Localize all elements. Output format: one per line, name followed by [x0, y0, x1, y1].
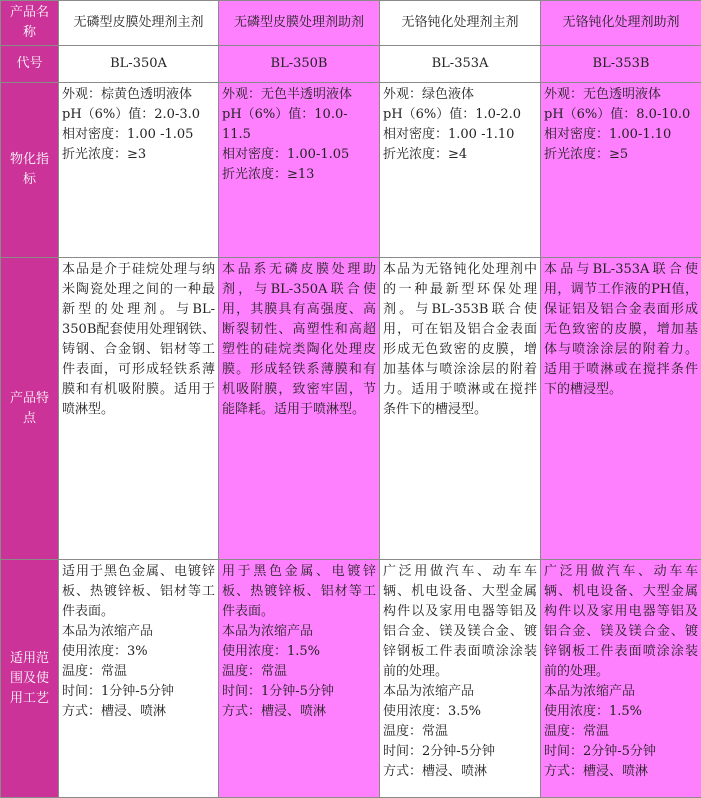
- property-line: 相对密度：1.00-1.10: [544, 127, 672, 142]
- code-350b: BL-350B: [219, 46, 380, 83]
- usage-353a: [380, 560, 541, 798]
- usage-scope: 广泛用做汽车、动车车辆、机电设备、大型金属构件以及家用电器等铝及铝合金、镁及镁合金、镀锌钢板工件表面喷涂涂装前的处理。: [544, 564, 698, 679]
- product-name-label: 产品名称: [1, 1, 59, 46]
- property-line: 折光浓度：≥4: [383, 147, 468, 162]
- usage-353b: [541, 560, 701, 798]
- usage-line: 本品为浓缩产品: [222, 624, 314, 639]
- property-line: 折光浓度：≥3: [62, 147, 147, 162]
- features-350b: 本品系无磷皮膜处理助剂，与BL-350A联合使用，其膜具有高强度、高断裂韧性、高塑性和高超塑性的硅烷类陶化处理皮膜。形成轻铁系薄膜和有机吸附膜，致密牢固，节能降耗。适用于喷淋型。: [219, 258, 380, 560]
- property-line: pH（6%）值：1.0-2.0: [383, 107, 522, 122]
- property-line: pH（6%）值：10.0-11.5: [222, 107, 348, 142]
- property-line: 相对密度：1.00-1.05: [222, 147, 350, 162]
- property-line: 相对密度：1.00 -1.10: [383, 127, 515, 142]
- properties-label: 物化指标: [1, 83, 59, 258]
- usage-line: 时间：1分钟-5分钟: [222, 684, 334, 699]
- usage-line: 时间：2分钟-5分钟: [544, 744, 656, 759]
- property-line: 外观：棕黄色透明液体: [62, 87, 193, 102]
- properties-350b: [219, 83, 380, 258]
- usage-line: 方式：槽浸、喷淋: [222, 704, 327, 719]
- usage-row: [1, 560, 701, 798]
- properties-350a: [59, 83, 219, 258]
- features-row: [1, 258, 701, 560]
- properties-353b: [541, 83, 701, 258]
- code-row: [1, 46, 701, 83]
- features-350a: 本品是介于硅烷处理与纳米陶瓷处理之间的一种最新型的处理剂。与BL-350B配套使用处理钢铁、铸钢、合金钢、铝材等工件表面，可形成轻铁系薄膜和有机吸附膜。适用于喷淋型。: [59, 258, 219, 560]
- usage-350b: [219, 560, 380, 798]
- code-350a: BL-350A: [59, 46, 219, 83]
- usage-350a: [59, 560, 219, 798]
- property-line: 外观：无色透明液体: [544, 87, 662, 102]
- code-353a: BL-353A: [380, 46, 541, 83]
- properties-353a: [380, 83, 541, 258]
- properties-row: [1, 83, 701, 258]
- usage-scope: 适用于黑色金属、电镀锌板、热镀锌板、铝材等工件表面。: [62, 564, 215, 619]
- property-line: 折光浓度：≥5: [544, 147, 629, 162]
- usage-scope: 用于黑色金属、电镀锌板、热镀锌板、铝材等工件表面。: [222, 564, 376, 619]
- usage-line: 时间：2分钟-5分钟: [383, 744, 495, 759]
- usage-line: 方式：槽浸、喷淋: [383, 764, 488, 779]
- code-353b: BL-353B: [541, 46, 701, 83]
- usage-line: 温度：常温: [544, 724, 610, 739]
- usage-line: 使用浓度：3.5%: [383, 704, 482, 719]
- product-name-350b: 无磷型皮膜处理剂助剂: [219, 1, 380, 46]
- usage-line: 温度：常温: [62, 664, 128, 679]
- usage-line: 使用浓度：3%: [62, 644, 148, 659]
- property-line: 外观：绿色液体: [383, 87, 475, 102]
- usage-scope: 广泛用做汽车、动车车辆、机电设备、大型金属构件以及家用电器等铝及铝合金、镁及镁合金、镀锌钢板工件表面喷涂涂装前的处理。: [383, 564, 537, 679]
- usage-line: 本品为浓缩产品: [62, 624, 154, 639]
- usage-line: 方式：槽浸、喷淋: [62, 704, 167, 719]
- property-line: pH（6%）值：8.0-10.0: [544, 107, 691, 122]
- features-353a: 本品为无铬钝化处理剂中的一种最新型环保处理剂。与BL-353B联合使用，可在铝及铝合金表面形成无色致密的皮膜，增加基体与喷涂涂层的附着力。适用于喷淋或在搅拌条件下的槽浸型。: [380, 258, 541, 560]
- property-line: 外观：无色半透明液体: [222, 87, 353, 102]
- usage-line: 使用浓度：1.5%: [222, 644, 321, 659]
- product-name-353a: 无铬钝化处理剂主剂: [380, 1, 541, 46]
- usage-label: 适用范围及使用工艺: [1, 560, 59, 798]
- usage-line: 本品为浓缩产品: [544, 684, 636, 699]
- product-name-353b: 无铬钝化处理剂助剂: [541, 1, 701, 46]
- usage-line: 温度：常温: [383, 724, 449, 739]
- header-row: [1, 1, 701, 46]
- usage-line: 温度：常温: [222, 664, 288, 679]
- features-label: 产品特点: [1, 258, 59, 560]
- usage-line: 本品为浓缩产品: [383, 684, 475, 699]
- features-353b: 本品与BL-353A联合使用，调节工作液的PH值，保证铝及铝合金表面形成无色致密的皮膜，增加基体与喷涂涂层的附着力。适用于喷淋或在搅拌条件下的槽浸型。: [541, 258, 701, 560]
- property-line: pH（6%）值：2.0-3.0: [62, 107, 201, 122]
- property-line: 相对密度：1.00 -1.05: [62, 127, 194, 142]
- property-line: 折光浓度：≥13: [222, 167, 315, 182]
- usage-line: 方式：槽浸、喷淋: [544, 764, 649, 779]
- code-label: 代号: [1, 46, 59, 83]
- product-name-350a: 无磷型皮膜处理剂主剂: [59, 1, 219, 46]
- usage-line: 使用浓度：1.5%: [544, 704, 643, 719]
- usage-line: 时间：1分钟-5分钟: [62, 684, 174, 699]
